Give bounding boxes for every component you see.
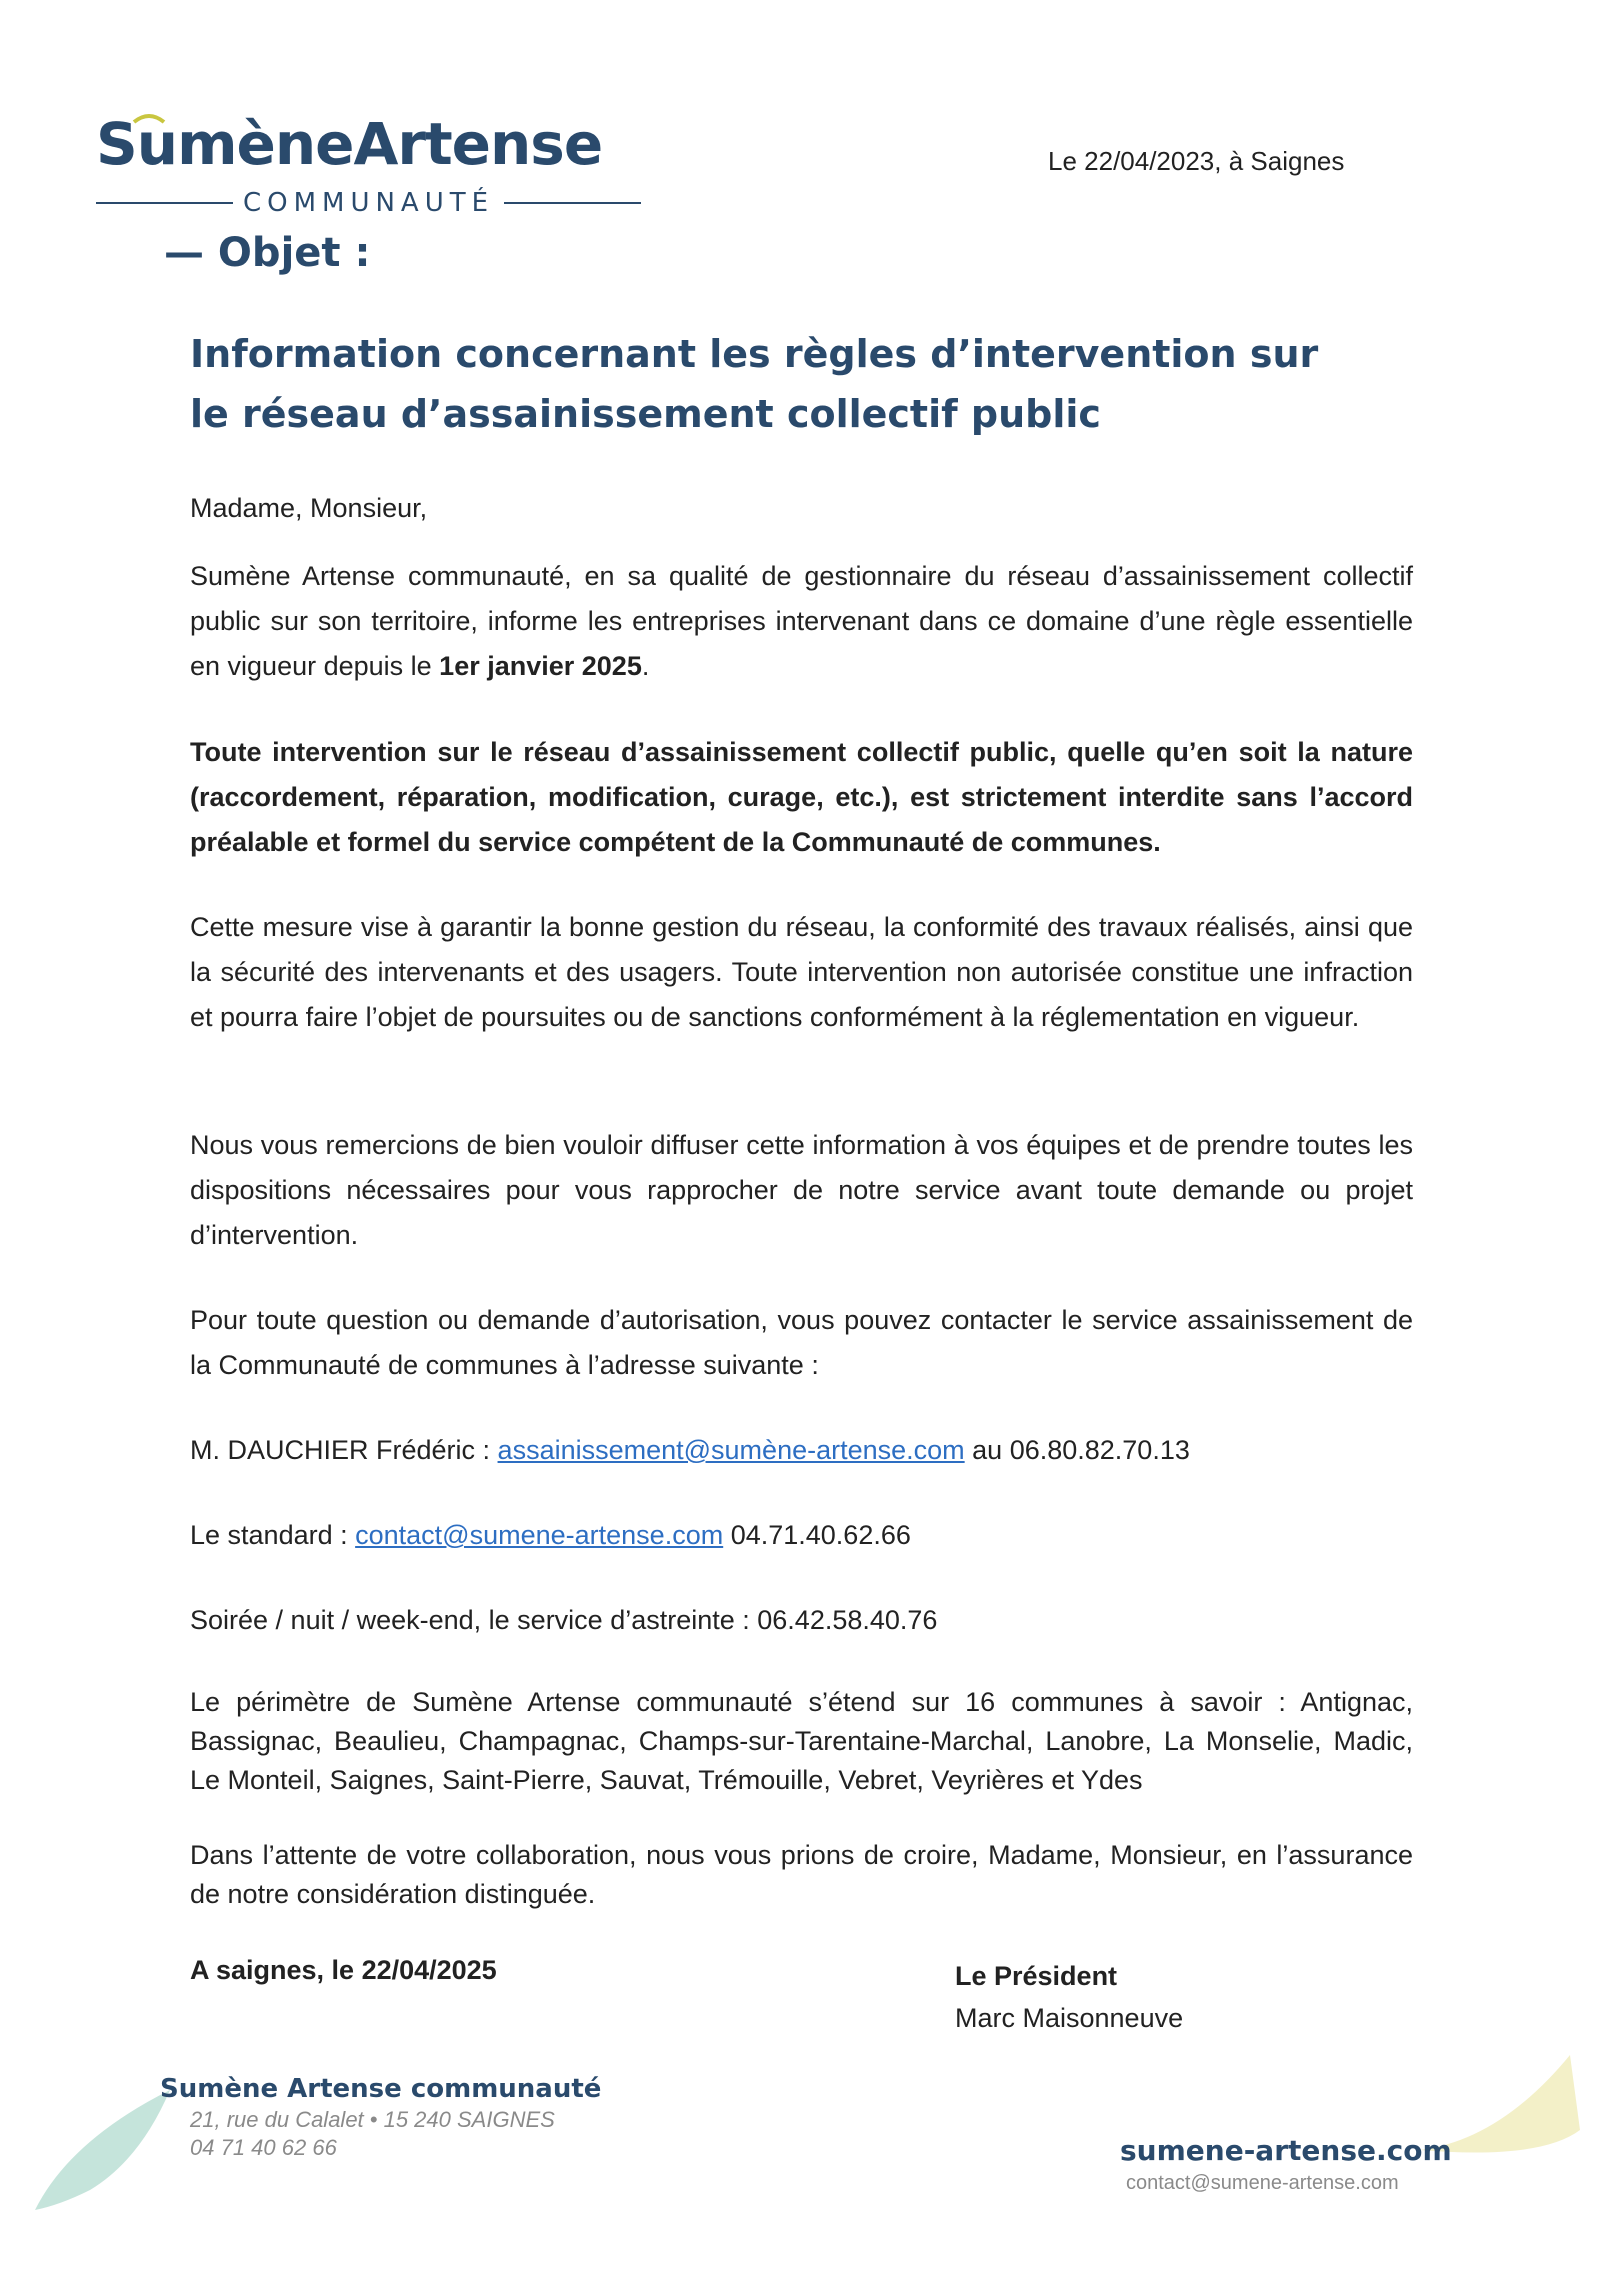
footer-phone: 04 71 40 62 66 (190, 2135, 337, 2160)
footer-address: 21, rue du Calalet • 15 240 SAIGNES (190, 2107, 555, 2132)
signature-block (955, 1955, 1183, 2039)
signature-place-date: A saignes, le 22/04/2025 (190, 1955, 497, 1985)
letter-title: Information concernant les règles d’intervention sur le réseau d’assainissement collectif public (190, 332, 1319, 436)
paragraph-contact-intro: Pour toute question ou demande d’autorisation, vous pouvez contacter le service assainissement de la Communauté de communes à l’adresse suivante : (190, 1305, 1413, 1380)
logo-rule-right (504, 202, 641, 204)
objet-label: — Objet : (164, 230, 371, 276)
footer-email-link[interactable]: contact@sumene-artense.com (1126, 2172, 1399, 2194)
paragraph-intro-date: 1er janvier 2025 (439, 651, 642, 681)
contact-line-standard (190, 1513, 1413, 1558)
standard-phone: 04.71.40.62.66 (723, 1520, 911, 1550)
contact-name: M. DAUCHIER Frédéric : (190, 1435, 498, 1465)
paragraph-rule-text: Toute intervention sur le réseau d’assainissement collectif public, quelle qu’en soit la nature (raccordement, réparation, modification, curage, etc.), est strictement interdite sans l’accord préalable et formel du service compétent de la Communauté de communes. (190, 737, 1413, 857)
footer-address-block (190, 2106, 555, 2162)
paragraph-closing: Dans l’attente de votre collaboration, nous vous prions de croire, Madame, Monsieur, en l’assurance de notre considération distinguée. (190, 1840, 1413, 1909)
logo-wordmark: SumèneArtense (96, 110, 603, 178)
logo-rule-left (96, 202, 233, 204)
contact-line-dauchier (190, 1428, 1413, 1473)
standard-email-link[interactable]: contact@sumene-artense.com (355, 1520, 724, 1550)
logo-subtitle-text: COMMUNAUTÉ (242, 188, 495, 218)
footer-leaf-icon (30, 2080, 180, 2220)
contact-email-link[interactable]: assainissement@sumène-artense.com (497, 1435, 965, 1465)
contact-phone: au 06.80.82.70.13 (964, 1435, 1190, 1465)
paragraph-intro-text: Sumène Artense communauté, en sa qualité de gestionnaire du réseau d’assainissement collectif public sur son territoire, informe les entreprises intervenant dans ce domaine d’une règle essentielle en vigueur depuis le (190, 561, 1413, 681)
paragraph-intro (190, 554, 1413, 689)
paragraph-request: Nous vous remercions de bien vouloir diffuser cette information à vos équipes et de prendre toutes les dispositions nécessaires pour vous rapprocher de notre service avant toute demande ou projet d’intervention. (190, 1130, 1413, 1250)
paragraph-intro-end: . (641, 651, 650, 681)
footer-website-link[interactable]: sumene-artense.com (1120, 2134, 1452, 2167)
footer-org-name: Sumène Artense communauté (160, 2074, 602, 2104)
logo-subtitle (96, 186, 641, 220)
date-place: Le 22/04/2023, à Saignes (1048, 146, 1345, 176)
contact-line-astreinte: Soirée / nuit / week-end, le service d’astreinte : 06.42.58.40.76 (190, 1605, 938, 1635)
salutation: Madame, Monsieur, (190, 493, 428, 523)
signature-name: Marc Maisonneuve (955, 2003, 1184, 2033)
paragraph-communes: Le périmètre de Sumène Artense communauté s’étend sur 16 communes à savoir : Antignac, Bassignac, Beaulieu, Champagnac, Champs-sur-Tarentaine-Marchal, Lanobre, La Monselie, Madic, Le Monteil, Saignes, Saint-Pierre, Sauvat, Trémouille, Vebret, Veyrières et Ydes (190, 1687, 1413, 1795)
signature-role: Le Président (955, 1961, 1118, 1991)
standard-label: Le standard : (190, 1520, 356, 1550)
paragraph-purpose: Cette mesure vise à garantir la bonne gestion du réseau, la conformité des travaux réalisés, ainsi que la sécurité des intervenants et des usagers. Toute intervention non autorisée constitue une infraction et pourra faire l’objet de poursuites ou de sanctions conformément à la réglementation en vigueur. (190, 912, 1413, 1032)
paragraph-rule (190, 730, 1413, 865)
